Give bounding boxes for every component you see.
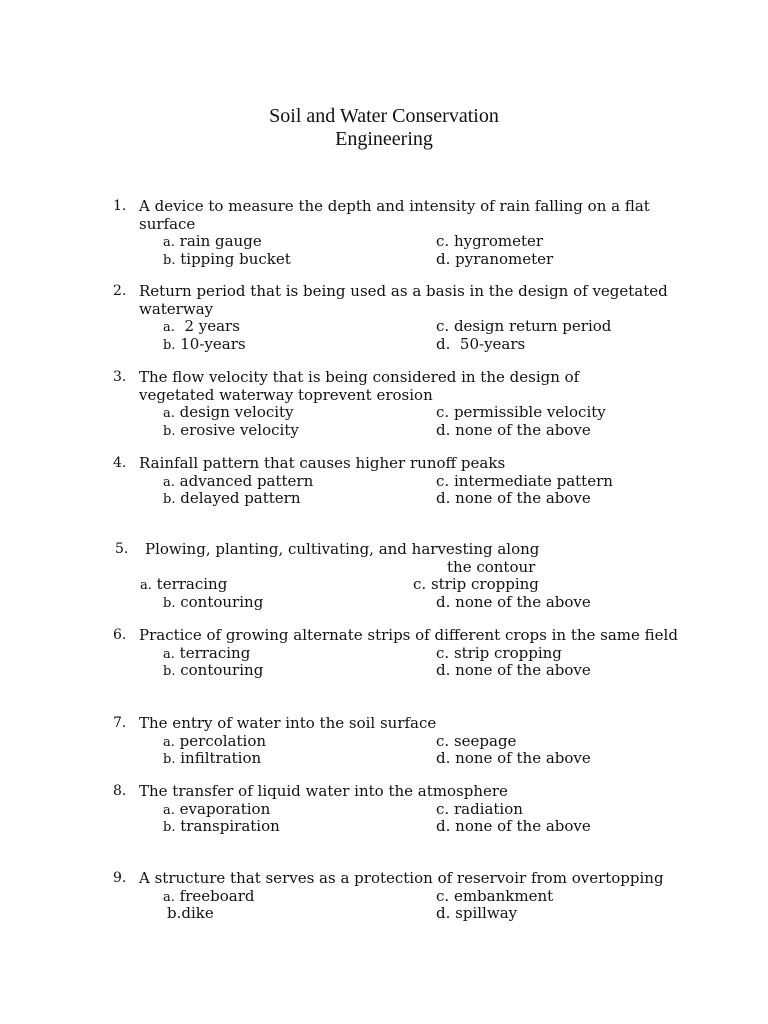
question-text: The flow velocity that is being considered in the design of: [139, 368, 580, 386]
option-text: strip cropping: [430, 575, 539, 593]
option-text: none of the above: [455, 489, 591, 507]
option-text: tipping bucket: [180, 249, 291, 268]
option-letter: a.: [163, 802, 175, 818]
option-text: spillway: [455, 904, 518, 922]
option-text: dike: [181, 904, 214, 922]
option-b: [163, 251, 291, 270]
question-text-continued: the contour: [447, 557, 536, 576]
option-text: delayed pattern: [180, 489, 301, 507]
option-letter: b.: [167, 904, 182, 922]
option-text: design velocity: [179, 403, 294, 421]
option-text: 2 years: [184, 317, 240, 335]
option-letter: c.: [436, 886, 450, 905]
option-letter: b.: [163, 423, 176, 439]
option-d: [436, 490, 591, 508]
option-letter: d.: [436, 661, 451, 679]
option-d: [436, 905, 517, 923]
option-text: none of the above: [455, 592, 591, 611]
option-text: intermediate pattern: [453, 471, 613, 490]
option-letter: c.: [436, 317, 450, 335]
option-letter: d.: [436, 749, 451, 767]
option-text: erosive velocity: [180, 420, 299, 439]
option-text: 10-years: [180, 334, 246, 353]
option-c: [436, 318, 611, 336]
option-letter: a.: [163, 646, 175, 662]
question-1: [0, 198, 768, 268]
option-text: terracing: [156, 575, 228, 593]
option-letter: d.: [436, 334, 451, 353]
question-text: Rainfall pattern that causes higher runoff peaks: [139, 454, 506, 472]
option-letter: b.: [163, 252, 176, 268]
option-d: [436, 594, 591, 612]
option-text: terracing: [179, 643, 251, 662]
question-text: Practice of growing alternate strips of different crops in the same field: [139, 626, 678, 644]
option-letter: c.: [436, 643, 450, 662]
question-text: The transfer of liquid water into the atmosphere: [139, 782, 508, 800]
option-text: evaporation: [179, 799, 271, 818]
option-letter: a.: [163, 235, 175, 250]
question-number: 8.: [113, 783, 127, 799]
option-c: [436, 888, 553, 906]
option-text: transpiration: [180, 817, 280, 835]
question-2: [0, 283, 768, 353]
question-6: [0, 627, 768, 680]
option-letter: c.: [436, 232, 450, 250]
question-5: [0, 541, 768, 611]
option-letter: c.: [413, 575, 427, 593]
option-letter: a.: [163, 320, 175, 335]
option-text: rain gauge: [179, 232, 262, 250]
option-text: seepage: [453, 731, 517, 750]
option-text: none of the above: [455, 749, 591, 767]
option-text: design return period: [453, 317, 612, 335]
option-text: contouring: [180, 592, 264, 611]
option-letter: b.: [163, 664, 176, 679]
document-title-line2: Engineering: [335, 128, 433, 150]
option-d: [436, 662, 591, 680]
option-d: [436, 422, 591, 440]
option-b: [163, 662, 263, 681]
question-text-continued: vegetated waterway toprevent erosion: [139, 385, 433, 404]
question-8: [0, 783, 768, 836]
option-text: freeboard: [179, 886, 255, 905]
option-text: embankment: [453, 886, 554, 905]
option-c: [436, 801, 523, 819]
option-b: [163, 750, 261, 769]
option-letter: d.: [436, 592, 451, 611]
question-number: 3.: [113, 369, 127, 385]
option-b: [163, 336, 246, 355]
option-letter: b.: [163, 492, 176, 507]
question-7: [0, 715, 768, 768]
option-text: none of the above: [455, 661, 591, 679]
option-b: [163, 594, 263, 613]
question-number: 7.: [113, 715, 127, 731]
option-d: [436, 251, 553, 269]
question-text: Plowing, planting, cultivating, and harvesting along: [145, 540, 540, 558]
question-text: A device to measure the depth and intensity of rain falling on a flat: [139, 197, 650, 215]
option-letter: c.: [436, 403, 450, 421]
question-number: 9.: [113, 870, 127, 886]
option-letter: b.: [163, 595, 176, 611]
option-b: [163, 422, 299, 441]
option-text: none of the above: [455, 420, 591, 439]
option-letter: d.: [436, 489, 451, 507]
question-number: 6.: [113, 627, 127, 643]
option-text: 50-years: [459, 334, 526, 353]
option-letter: a.: [163, 734, 175, 750]
option-d: [436, 818, 591, 836]
option-letter: c.: [436, 799, 450, 818]
option-text: radiation: [453, 799, 523, 818]
option-d: [436, 336, 525, 354]
option-text: pyranometer: [455, 249, 554, 268]
option-letter: a.: [163, 406, 175, 421]
option-c: [436, 645, 562, 663]
option-text: none of the above: [455, 817, 591, 835]
option-c: [436, 404, 606, 422]
option-c: [436, 733, 516, 751]
question-number: 2.: [113, 283, 127, 299]
option-text: percolation: [179, 731, 267, 750]
option-text: hygrometer: [453, 232, 544, 250]
option-letter: a.: [140, 578, 152, 593]
option-letter: d.: [436, 817, 451, 835]
option-text: strip cropping: [453, 643, 562, 662]
question-3: [0, 369, 768, 439]
question-text: Return period that is being used as a basis in the design of vegetated: [139, 282, 668, 300]
option-text: contouring: [180, 661, 264, 679]
option-text: permissible velocity: [453, 403, 606, 421]
option-c: [413, 576, 539, 594]
option-c: [436, 233, 543, 251]
option-letter: c.: [436, 731, 450, 750]
option-letter: b.: [163, 820, 176, 835]
option-c: [436, 473, 613, 491]
option-letter: d.: [436, 420, 451, 439]
question-number: 5.: [115, 541, 129, 557]
question-text-continued: surface: [139, 214, 196, 233]
option-b: [163, 490, 301, 509]
option-letter: b.: [163, 337, 176, 353]
option-text: advanced pattern: [179, 471, 314, 490]
question-text: A structure that serves as a protection of reservoir from overtopping: [139, 869, 664, 887]
option-letter: d.: [436, 249, 451, 268]
option-letter: b.: [163, 752, 176, 767]
option-d: [436, 750, 591, 768]
option-letter: a.: [163, 474, 175, 490]
question-number: 1.: [113, 198, 127, 214]
option-text: infiltration: [180, 749, 262, 767]
question-text-continued: waterway: [139, 299, 214, 318]
question-number: 4.: [113, 455, 127, 471]
option-b: [167, 905, 214, 923]
option-letter: a.: [163, 889, 175, 905]
option-b: [163, 818, 280, 837]
question-4: [0, 455, 768, 508]
option-letter: d.: [436, 904, 451, 922]
question-text: The entry of water into the soil surface: [139, 714, 437, 732]
option-letter: c.: [436, 471, 450, 490]
question-9: [0, 870, 768, 923]
document-title-line1: Soil and Water Conservation: [269, 105, 499, 127]
